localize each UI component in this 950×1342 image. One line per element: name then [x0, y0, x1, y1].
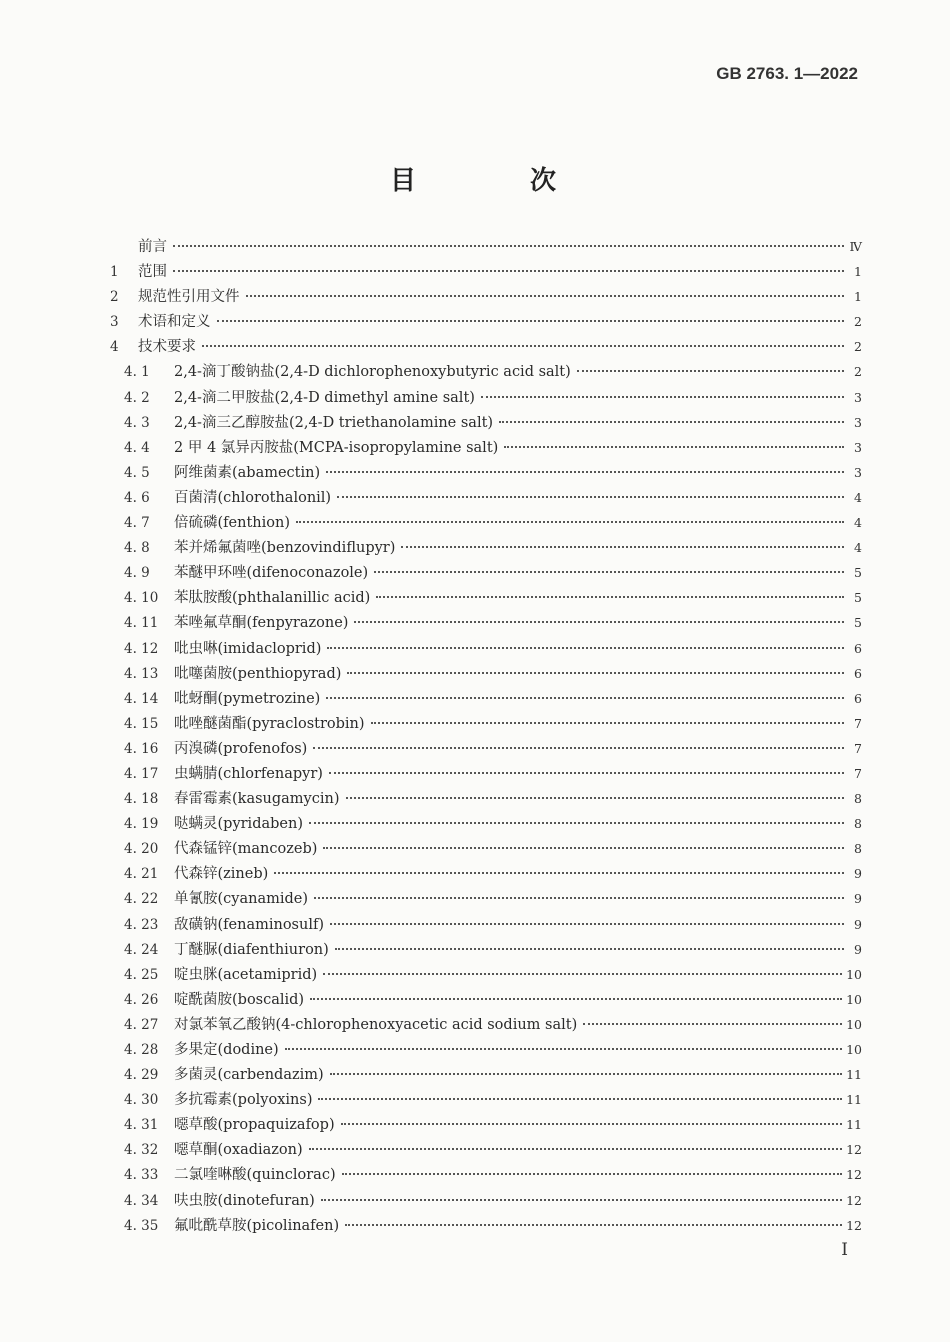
toc-entry-page: 4	[854, 540, 862, 556]
toc-entry[interactable]	[110, 737, 862, 762]
toc-entry[interactable]	[110, 285, 862, 310]
dot-leader	[321, 1199, 842, 1201]
dot-leader	[327, 647, 844, 649]
toc-entry-page: 3	[854, 389, 862, 405]
toc-entry[interactable]	[110, 386, 862, 411]
dot-leader	[374, 571, 844, 573]
toc-entry-label: 苯醚甲环唑(difenoconazole)	[174, 565, 369, 582]
toc-entry-number: 4. 19	[124, 816, 159, 833]
toc-entry-page: 1	[854, 289, 862, 305]
toc-entry-label: 多抗霉素(polyoxins)	[174, 1092, 313, 1109]
page-title: 目 次	[389, 166, 600, 196]
toc-entry-page: 10	[846, 966, 862, 982]
toc-entry-number: 4. 12	[124, 640, 159, 657]
toc-entry-page: 6	[854, 665, 862, 681]
toc-entry-number: 4. 20	[124, 841, 159, 858]
toc-entry[interactable]	[110, 536, 862, 561]
toc-entry-page: 12	[846, 1192, 862, 1208]
toc-entry-label: 对氯苯氧乙酸钠(4-chlorophenoxyacetic acid sodium salt)	[174, 1016, 578, 1033]
toc-entry-number: 4. 34	[124, 1192, 159, 1209]
toc-entry[interactable]	[110, 1214, 862, 1239]
dot-leader	[285, 1048, 842, 1050]
dot-leader	[330, 923, 844, 925]
toc-entry-number: 4. 24	[124, 941, 159, 958]
dot-leader	[318, 1098, 842, 1100]
dot-leader	[583, 1023, 842, 1025]
dot-leader	[202, 345, 844, 347]
dot-leader	[309, 822, 844, 824]
toc-entry-number: 4. 28	[124, 1042, 159, 1058]
toc-entry-label: 哒螨灵(pyridaben)	[174, 816, 303, 833]
dot-leader	[371, 722, 844, 724]
toc-entry-page: 4	[854, 515, 862, 531]
toc-entry-label: 噁草酮(oxadiazon)	[174, 1142, 303, 1159]
toc-entry-page: 12	[846, 1167, 862, 1183]
toc-entry-page: 12	[846, 1217, 862, 1233]
toc-entry[interactable]	[110, 862, 862, 887]
toc-entry-label: 术语和定义	[138, 314, 211, 331]
toc-entry-page: 9	[854, 866, 862, 882]
toc-entry-number: 4. 27	[124, 1016, 159, 1033]
toc-entry-label: 代森锌(zineb)	[174, 866, 269, 883]
toc-entry-label: 2,4-滴二甲胺盐(2,4-D dimethyl amine salt)	[174, 389, 475, 406]
dot-leader	[376, 596, 844, 598]
toc-entry-number: 4. 17	[124, 765, 159, 782]
dot-leader	[577, 370, 844, 372]
dot-leader	[326, 471, 844, 473]
toc-entry-number: 4. 2	[124, 389, 150, 406]
toc-entry-label: 2 甲 4 氯异丙胺盐(MCPA-isopropylamine salt)	[174, 439, 499, 456]
toc-entry-label: 春雷霉素(kasugamycin)	[174, 791, 340, 808]
dot-leader	[342, 1173, 842, 1175]
toc-entry-number: 4. 5	[124, 464, 150, 481]
dot-leader	[274, 872, 844, 874]
toc-entry-number: 4. 32	[124, 1142, 159, 1159]
dot-leader	[310, 998, 842, 1000]
toc-entry-label: 苯唑氟草酮(fenpyrazone)	[174, 615, 349, 632]
dot-leader	[309, 1148, 842, 1150]
page-folio: Ⅰ	[841, 1240, 848, 1260]
dot-leader	[314, 897, 844, 899]
toc-entry[interactable]	[110, 812, 862, 837]
toc-entry-label: 丁醚脲(diafenthiuron)	[174, 941, 329, 958]
toc-entry-number: 4. 13	[124, 665, 159, 682]
toc-entry-page: 4	[854, 489, 862, 505]
toc-entry-number: 4. 7	[124, 515, 150, 532]
toc-entry[interactable]	[110, 1063, 862, 1088]
toc-entry-label: 百菌清(chlorothalonil)	[174, 489, 332, 506]
toc-entry-page: 7	[854, 715, 862, 731]
toc-entry-number: 2	[110, 289, 119, 306]
toc-entry[interactable]	[110, 1163, 862, 1188]
toc-entry-number: 4. 23	[124, 916, 159, 933]
toc-entry-page: 11	[846, 1117, 862, 1133]
toc-entry-label: 单氰胺(cyanamide)	[174, 891, 309, 908]
toc-entry-page: 6	[854, 640, 862, 656]
toc-entry-label: 多菌灵(carbendazim)	[174, 1067, 324, 1084]
toc-entry-page: 10	[846, 991, 862, 1007]
toc-entry-number: 4. 25	[124, 966, 159, 983]
dot-leader	[401, 546, 844, 548]
toc-entry-label: 吡蚜酮(pymetrozine)	[174, 690, 321, 707]
toc-entry[interactable]	[110, 561, 862, 586]
dot-leader	[347, 672, 844, 674]
toc-entry[interactable]	[110, 712, 862, 737]
dot-leader	[330, 1073, 842, 1075]
toc-entry-label: 技术要求	[138, 339, 196, 356]
toc-entry[interactable]	[110, 436, 862, 461]
toc-entry[interactable]	[110, 310, 862, 335]
toc-entry[interactable]	[110, 1013, 862, 1038]
dot-leader	[499, 421, 844, 423]
toc-entry[interactable]	[110, 586, 862, 611]
toc-entry-label: 二氯喹啉酸(quinclorac)	[174, 1167, 336, 1184]
dot-leader	[481, 396, 844, 398]
toc-entry-label: 前言	[138, 239, 167, 255]
toc-entry-label: 啶虫脒(acetamiprid)	[174, 966, 318, 983]
toc-entry-label: 阿维菌素(abamectin)	[174, 464, 321, 481]
toc-entry-label: 代森锰锌(mancozeb)	[174, 841, 318, 858]
toc-entry-page: 10	[846, 1016, 862, 1032]
toc-entry-label: 丙溴磷(profenofos)	[174, 740, 308, 757]
dot-leader	[337, 496, 844, 498]
toc-entry[interactable]	[110, 1038, 862, 1063]
toc-entry-number: 4	[110, 339, 119, 356]
toc-entry-label: 2,4-滴三乙醇胺盐(2,4-D triethanolamine salt)	[174, 414, 494, 431]
toc-entry-label: 倍硫磷(fenthion)	[174, 515, 290, 532]
toc-entry-page: 7	[854, 740, 862, 756]
toc-entry-page: 3	[854, 414, 862, 430]
toc-entry-number: 4. 22	[124, 891, 159, 908]
dot-leader	[345, 1224, 842, 1226]
toc-entry-page: 11	[846, 1067, 862, 1083]
toc-entry-number: 4. 21	[124, 866, 159, 883]
toc-entry-number: 4. 9	[124, 565, 150, 582]
toc-entry-page: 10	[846, 1042, 862, 1057]
toc-entry-label: 吡虫啉(imidacloprid)	[174, 640, 322, 657]
table-of-contents	[110, 235, 862, 1239]
toc-entry-label: 吡噻菌胺(penthiopyrad)	[174, 665, 342, 682]
toc-entry[interactable]	[110, 787, 862, 812]
toc-entry-page: 8	[854, 791, 862, 807]
toc-entry-number: 4. 11	[124, 615, 159, 632]
dot-leader	[296, 521, 844, 523]
dot-leader	[313, 747, 844, 749]
toc-entry-page: 2	[854, 364, 862, 380]
toc-entry-number: 4. 10	[124, 590, 159, 607]
toc-entry[interactable]	[110, 260, 862, 285]
toc-entry-page: 3	[854, 464, 862, 480]
toc-entry[interactable]	[110, 235, 862, 260]
toc-entry[interactable]	[110, 837, 862, 862]
toc-entry-number: 1	[110, 264, 119, 281]
dot-leader	[329, 772, 844, 774]
toc-entry[interactable]	[110, 335, 862, 360]
toc-entry-page: 9	[854, 916, 862, 932]
toc-entry[interactable]	[110, 637, 862, 662]
toc-entry-label: 规范性引用文件	[138, 289, 240, 306]
toc-entry[interactable]	[110, 938, 862, 963]
toc-entry-number: 4. 30	[124, 1092, 159, 1109]
toc-entry[interactable]	[110, 762, 862, 787]
toc-entry-label: 噁草酸(propaquizafop)	[174, 1117, 335, 1134]
dot-leader	[341, 1123, 842, 1125]
toc-entry-label: 苯肽胺酸(phthalanillic acid)	[174, 590, 371, 607]
toc-entry-label: 呋虫胺(dinotefuran)	[174, 1192, 315, 1209]
toc-entry-label: 吡唑醚菌酯(pyraclostrobin)	[174, 715, 365, 732]
toc-entry-number: 4. 31	[124, 1117, 159, 1134]
dot-leader	[217, 320, 845, 322]
toc-entry-label: 多果定(dodine)	[174, 1042, 279, 1058]
toc-entry-number: 4. 26	[124, 991, 159, 1008]
toc-entry[interactable]	[110, 360, 862, 385]
standard-code: GB 2763. 1—2022	[716, 64, 858, 83]
toc-entry[interactable]	[110, 511, 862, 536]
dot-leader	[173, 245, 844, 247]
dot-leader	[354, 621, 844, 623]
toc-entry-label: 啶酰菌胺(boscalid)	[174, 991, 305, 1008]
toc-entry[interactable]	[110, 887, 862, 912]
toc-entry-number: 4. 16	[124, 740, 159, 757]
toc-entry-page: 12	[846, 1142, 862, 1158]
toc-entry-number: 4. 1	[124, 364, 150, 381]
toc-entry-page: 6	[854, 690, 862, 706]
toc-entry[interactable]	[110, 1113, 862, 1138]
toc-entry-label: 敌磺钠(fenaminosulf)	[174, 916, 324, 933]
toc-entry-number: 4. 8	[124, 540, 150, 557]
toc-entry-label: 苯并烯氟菌唑(benzovindiflupyr)	[174, 540, 396, 557]
toc-entry-page: 9	[854, 941, 862, 957]
toc-entry-page: 5	[854, 590, 862, 606]
toc-entry[interactable]	[110, 411, 862, 436]
toc-entry-number: 4. 6	[124, 489, 150, 506]
toc-entry-number: 4. 33	[124, 1167, 159, 1184]
toc-entry-page: 7	[854, 765, 862, 781]
toc-entry-label: 2,4-滴丁酸钠盐(2,4-D dichlorophenoxybutyric acid salt)	[174, 364, 571, 381]
toc-entry-number: 4. 15	[124, 715, 159, 732]
toc-entry[interactable]	[110, 611, 862, 636]
toc-entry-page: 8	[854, 841, 862, 857]
toc-entry[interactable]	[110, 988, 862, 1013]
toc-entry-number: 4. 35	[124, 1217, 159, 1234]
toc-entry[interactable]	[110, 662, 862, 687]
toc-entry-page: 1	[854, 264, 862, 280]
dot-leader	[326, 697, 844, 699]
toc-entry-page: 5	[854, 615, 862, 631]
dot-leader	[246, 295, 845, 297]
toc-entry[interactable]	[110, 461, 862, 486]
toc-entry-label: 氟吡酰草胺(picolinafen)	[174, 1217, 340, 1234]
toc-entry-number: 3	[110, 314, 119, 331]
dot-leader	[335, 948, 844, 950]
toc-entry[interactable]	[110, 486, 862, 511]
toc-entry-page: 2	[854, 339, 862, 355]
toc-entry[interactable]	[110, 1189, 862, 1214]
toc-entry-label: 范围	[138, 264, 167, 281]
toc-entry-page: 11	[846, 1092, 862, 1108]
toc-entry-page: 5	[854, 565, 862, 581]
toc-entry-number: 4. 29	[124, 1067, 159, 1084]
toc-entry-page: 8	[854, 816, 862, 832]
toc-entry-number: 4. 14	[124, 690, 159, 707]
toc-entry-page: 9	[854, 891, 862, 907]
toc-entry-label: 虫螨腈(chlorfenapyr)	[174, 765, 323, 782]
toc-entry[interactable]	[110, 913, 862, 938]
toc-entry[interactable]	[110, 963, 862, 988]
toc-entry[interactable]	[110, 1088, 862, 1113]
dot-leader	[323, 847, 844, 849]
toc-entry-number: 4. 18	[124, 791, 159, 808]
dot-leader	[504, 446, 844, 448]
toc-entry-number: 4. 4	[124, 439, 150, 456]
dot-leader	[173, 270, 844, 272]
toc-entry-page: 3	[854, 439, 862, 455]
dot-leader	[346, 797, 845, 799]
toc-entry-number: 4. 3	[124, 414, 150, 431]
dot-leader	[323, 973, 842, 975]
toc-entry[interactable]	[110, 1138, 862, 1163]
toc-entry-page: Ⅳ	[849, 239, 862, 254]
toc-entry-page: 2	[854, 314, 862, 330]
toc-entry[interactable]	[110, 687, 862, 712]
